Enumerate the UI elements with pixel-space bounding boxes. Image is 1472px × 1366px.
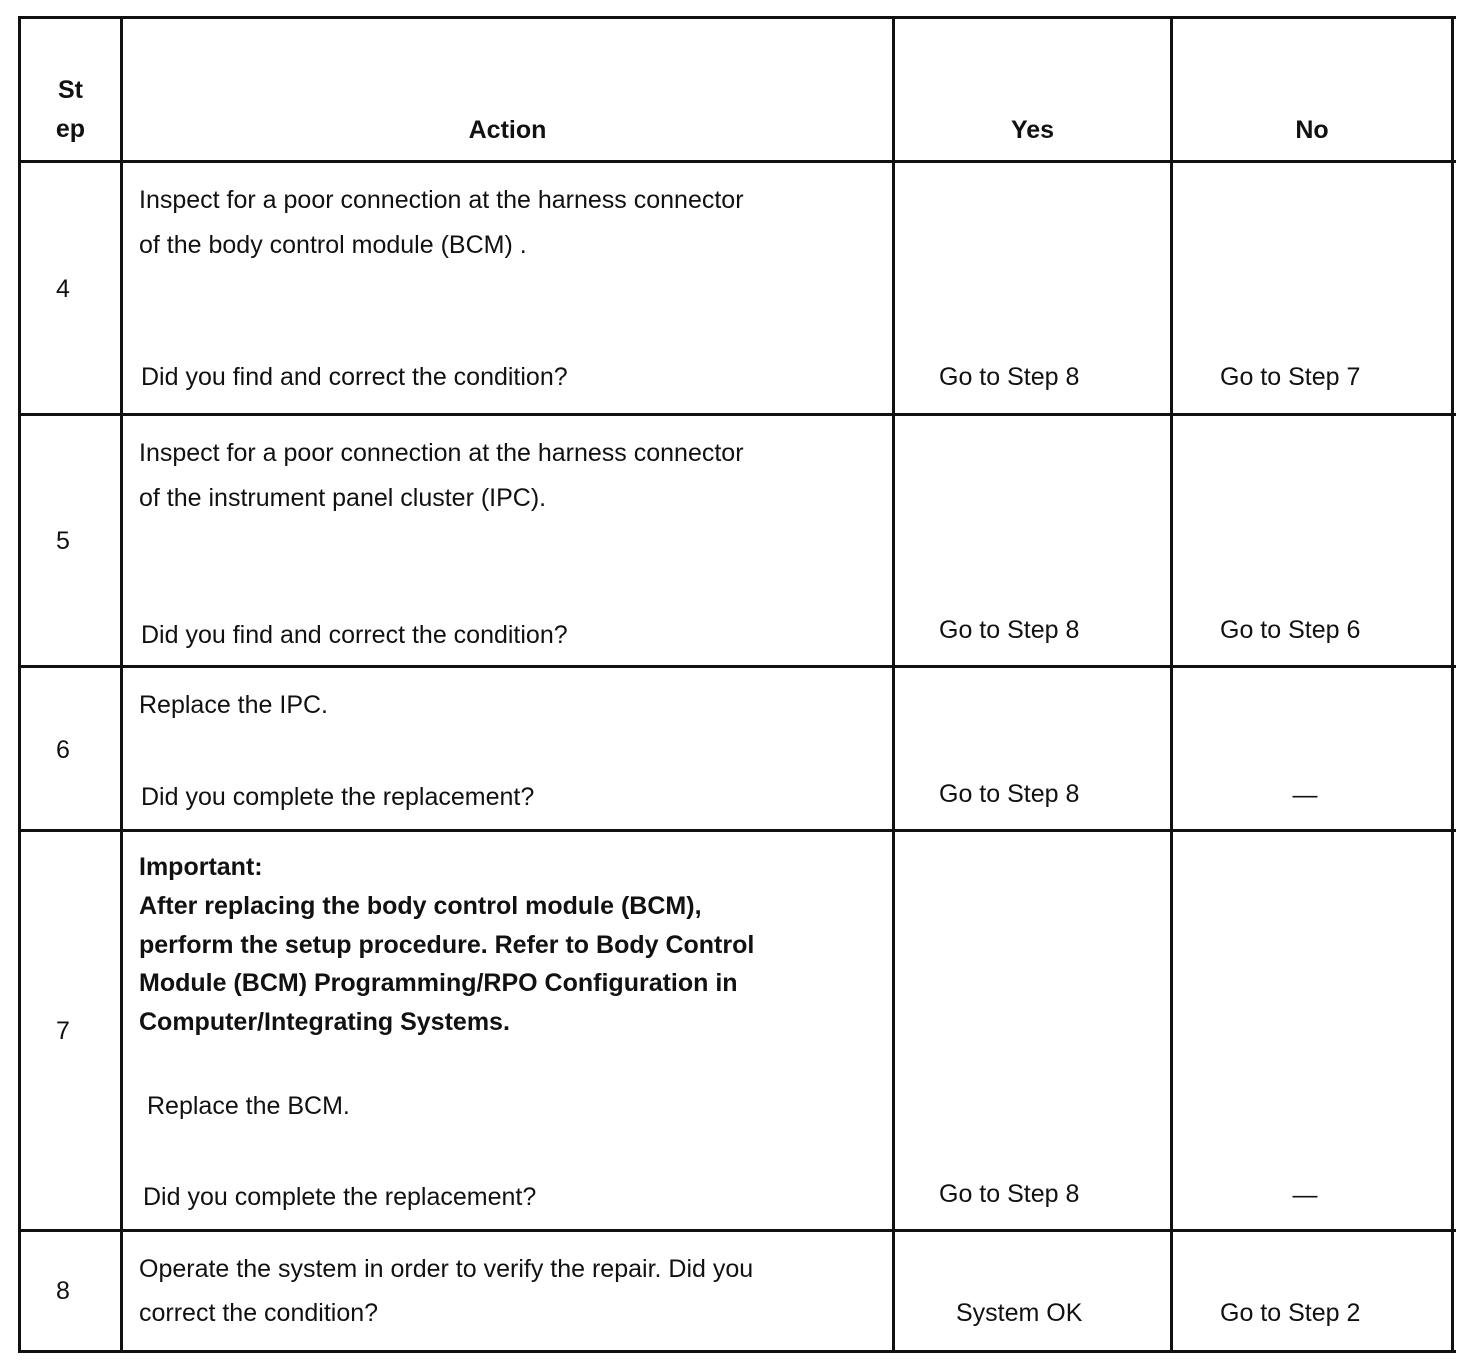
important-note-line: After replacing the body control module (BCM), xyxy=(139,892,702,920)
no-result: Go to Step 6 xyxy=(1220,616,1361,644)
column-divider xyxy=(892,16,895,1353)
yes-result: Go to Step 8 xyxy=(939,780,1080,808)
action-text: correct the condition? xyxy=(139,1299,379,1327)
action-text: of the instrument panel cluster (IPC). xyxy=(139,484,547,512)
action-text: Inspect for a poor connection at the harness connector xyxy=(139,186,744,214)
table-border-right xyxy=(1451,16,1454,1353)
no-result-dash: — xyxy=(1292,781,1318,809)
yes-result: System OK xyxy=(956,1299,1083,1327)
row-divider xyxy=(18,829,1456,832)
header-step-line1: St xyxy=(58,76,83,104)
important-note-line: Module (BCM) Programming/RPO Configuration in xyxy=(139,969,738,997)
column-divider xyxy=(1170,16,1173,1353)
step-number: 7 xyxy=(56,1017,70,1045)
header-yes: Yes xyxy=(1010,116,1055,144)
table-border-bottom xyxy=(18,1350,1456,1353)
step-number: 6 xyxy=(56,736,70,764)
question-text: Did you find and correct the condition? xyxy=(141,363,568,391)
header-step-line2: ep xyxy=(55,115,86,143)
important-note-line: perform the setup procedure. Refer to Body Control xyxy=(139,931,755,959)
no-result-dash: — xyxy=(1292,1181,1318,1209)
action-text: Operate the system in order to verify the repair. Did you xyxy=(139,1255,754,1283)
question-text: Did you complete the replacement? xyxy=(141,783,535,811)
column-divider xyxy=(120,16,123,1353)
question-text: Did you find and correct the condition? xyxy=(141,621,568,649)
no-result: Go to Step 7 xyxy=(1220,363,1361,391)
step-number: 5 xyxy=(56,527,70,555)
header-action: Action xyxy=(468,116,547,144)
question-text: Did you complete the replacement? xyxy=(143,1183,537,1211)
yes-result: Go to Step 8 xyxy=(939,363,1080,391)
action-text: Inspect for a poor connection at the harness connector xyxy=(139,439,744,467)
step-number: 8 xyxy=(56,1277,70,1305)
row-divider xyxy=(18,665,1456,668)
action-text: Replace the BCM. xyxy=(147,1092,350,1120)
header-no: No xyxy=(1295,116,1329,144)
action-text: of the body control module (BCM) . xyxy=(139,231,527,259)
important-label: Important: xyxy=(139,853,263,881)
yes-result: Go to Step 8 xyxy=(939,1180,1080,1208)
yes-result: Go to Step 8 xyxy=(939,616,1080,644)
row-divider xyxy=(18,1229,1456,1232)
header-divider xyxy=(18,160,1456,163)
no-result: Go to Step 2 xyxy=(1220,1299,1361,1327)
table-border-left xyxy=(18,16,21,1353)
step-number: 4 xyxy=(56,275,70,303)
important-note-line: Computer/Integrating Systems. xyxy=(139,1008,510,1036)
header-step xyxy=(21,76,120,143)
table-border-top xyxy=(18,16,1456,19)
action-text: Replace the IPC. xyxy=(139,691,328,719)
row-divider xyxy=(18,413,1456,416)
